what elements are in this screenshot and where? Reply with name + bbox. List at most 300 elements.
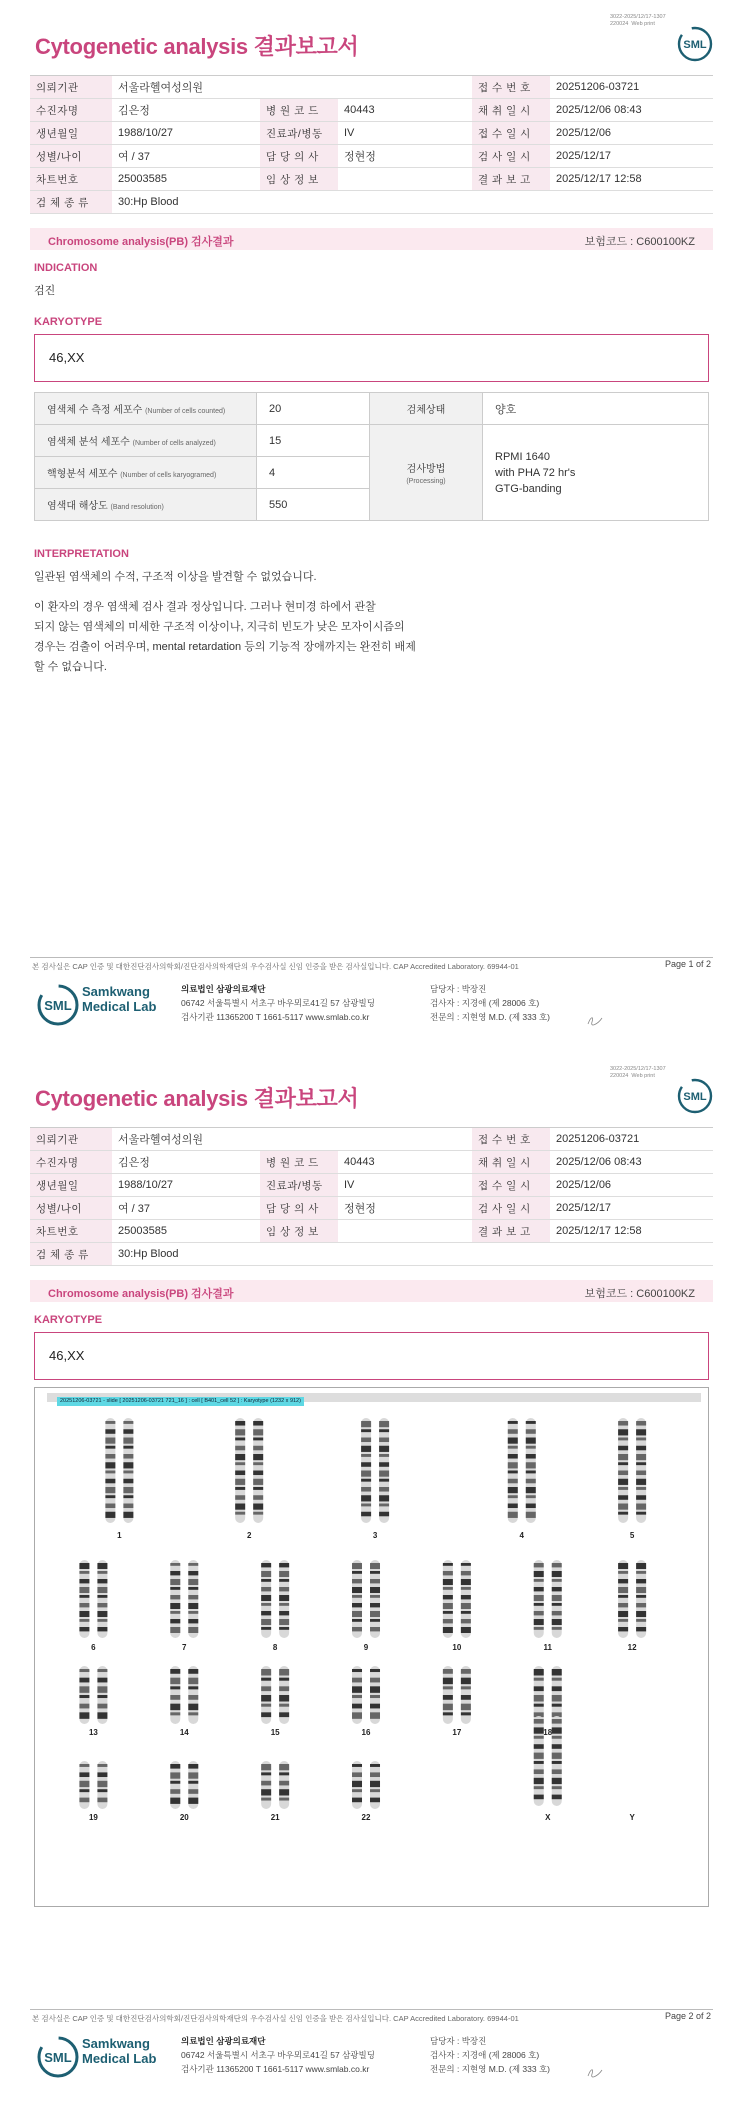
chromosome-band xyxy=(79,1571,89,1574)
chromosome-band xyxy=(188,1619,198,1623)
chromosome-label: 10 xyxy=(452,1643,462,1652)
staff-info: 담당자 : 박장진 검사자 : 지경애 (제 28006 호) 전문의 : 지현영 M.D. (제 333 호) xyxy=(430,2036,551,2074)
chromosome-label: 5 xyxy=(629,1531,635,1540)
chromosome-band xyxy=(170,1789,180,1794)
chromosome-band xyxy=(279,1695,289,1702)
chromosome-band xyxy=(170,1798,180,1804)
chromosome-band xyxy=(261,1781,271,1786)
chromosome-band xyxy=(552,1571,562,1577)
info-label: 채 취 일 시 xyxy=(472,1151,550,1174)
info-label xyxy=(260,1128,338,1151)
chromosome-band xyxy=(552,1669,562,1676)
info-value xyxy=(338,168,472,191)
chromosome-band xyxy=(261,1669,271,1676)
chromosome-band xyxy=(170,1603,180,1609)
karyotype-result: 46,XX xyxy=(49,350,85,365)
chromosome-label: 3 xyxy=(372,1531,378,1540)
chromosome-band xyxy=(370,1704,380,1709)
chromosome-band xyxy=(370,1579,380,1583)
chromosome-band xyxy=(170,1712,180,1715)
info-value: 2025/12/06 08:43 xyxy=(550,99,713,122)
chromosome-band xyxy=(235,1487,245,1490)
chromosome-band xyxy=(170,1595,180,1599)
chromosome-band xyxy=(170,1764,180,1769)
info-value: 20251206-03721 xyxy=(550,76,713,99)
chromosome-band xyxy=(636,1462,646,1465)
chromosome-band xyxy=(235,1438,245,1441)
info-value: 2025/12/06 xyxy=(550,122,713,145)
chromosome-band xyxy=(253,1462,263,1465)
chromosome-pair-1 xyxy=(105,1418,133,1540)
chromosome-band xyxy=(352,1764,362,1767)
info-label: 성별/나이 xyxy=(30,145,112,168)
chromosome-band xyxy=(253,1454,263,1460)
chromosome-band xyxy=(188,1611,198,1614)
chromosome-pair-19 xyxy=(79,1761,107,1822)
chromosome-band xyxy=(552,1603,562,1606)
chromosome-band xyxy=(105,1454,115,1459)
chromosome-band xyxy=(97,1669,107,1672)
chromosome-band xyxy=(97,1619,107,1622)
interpretation-line: 할 수 없습니다. xyxy=(34,661,107,673)
info-label: 담 당 의 사 xyxy=(260,145,338,168)
chromosome-pair-Y xyxy=(629,1813,635,1822)
cells-karyogramed-value: 4 xyxy=(257,457,370,489)
interpretation-summary: 일관된 염색체의 수적, 구조적 이상을 발견할 수 없었습니다. xyxy=(34,571,317,583)
chromosome-band xyxy=(552,1778,562,1784)
footer-divider xyxy=(30,957,713,958)
chromosome-band xyxy=(461,1587,471,1590)
chromosome-band xyxy=(235,1479,245,1485)
band-resolution-label: 염색대 해상도 (Band resolution) xyxy=(35,489,257,521)
chromosome-band xyxy=(279,1704,289,1707)
chromosome-band xyxy=(379,1487,389,1492)
info-label: 진료과/병동 xyxy=(260,1174,338,1197)
chromosome-band xyxy=(618,1563,628,1569)
chromosome-band xyxy=(552,1769,562,1774)
chromosome-band xyxy=(235,1495,245,1500)
chromosome-band xyxy=(526,1421,536,1424)
chromosome-label: 20 xyxy=(179,1813,189,1822)
sml-logo-icon xyxy=(677,26,713,62)
chromosome-band xyxy=(618,1446,628,1451)
chromosome-band xyxy=(552,1744,562,1749)
chromosome-band xyxy=(261,1611,271,1615)
chromosome-band xyxy=(379,1512,389,1517)
chromosome-band xyxy=(443,1619,453,1623)
interpretation-line: 이 환자의 경우 염색체 검사 결과 정상입니다. 그러나 현미경 하에서 관찰 xyxy=(34,601,376,613)
chromosome-band xyxy=(361,1462,371,1467)
chromosome-band xyxy=(636,1429,646,1435)
chromosome-band xyxy=(361,1446,371,1452)
chromosome-band xyxy=(352,1798,362,1803)
chromosome-band xyxy=(261,1627,271,1630)
footer-divider xyxy=(30,2009,713,2010)
patient-info-table xyxy=(30,1127,713,1266)
cells-analyzed-value: 15 xyxy=(257,425,370,457)
chromosome-band xyxy=(279,1595,289,1601)
karyotype-heading: KARYOTYPE xyxy=(34,1314,103,1326)
chromosome-band xyxy=(534,1579,544,1582)
chromosome-band xyxy=(534,1627,544,1630)
chromosome-band xyxy=(261,1798,271,1801)
chromosome-band xyxy=(170,1627,180,1633)
chromosome-band xyxy=(279,1587,289,1591)
chromosome-band xyxy=(279,1678,289,1681)
chromosome-band xyxy=(552,1727,562,1733)
chromosome-band xyxy=(97,1789,107,1792)
cell-count-table xyxy=(34,392,709,521)
chromosome-band xyxy=(279,1798,289,1801)
chromosome-band xyxy=(618,1438,628,1441)
cells-karyogramed-label: 핵형분석 세포수 (Number of cells karyogramed) xyxy=(35,457,257,489)
chromosome-band xyxy=(235,1504,245,1510)
chromosome-pair-14 xyxy=(170,1666,198,1737)
chromosome-band xyxy=(170,1704,180,1711)
chromosome-label: 21 xyxy=(270,1813,280,1822)
accreditation-note: 본 검사실은 CAP 인증 및 대한진단검사의학회/진단검사의학재단의 우수검사실 신임 인증을 받은 검사실입니다. CAP Accredited Laboratory. 69944-01 xyxy=(32,962,519,971)
chromosome-band xyxy=(370,1587,380,1593)
chromosome-label: 11 xyxy=(543,1643,552,1652)
chromosome-band xyxy=(508,1479,518,1484)
chromosome-band xyxy=(370,1764,380,1767)
chromosome-band xyxy=(79,1603,89,1607)
chromosome-band xyxy=(443,1678,453,1685)
chromosome-band xyxy=(443,1587,453,1590)
chromosome-band xyxy=(261,1772,271,1775)
chromosome-band xyxy=(79,1627,89,1631)
chromosome-band xyxy=(79,1789,89,1792)
chromosome-pair-9 xyxy=(352,1560,380,1652)
chromosome-band xyxy=(443,1603,453,1609)
chromosome-band xyxy=(636,1603,646,1607)
processing-value: RPMI 1640 with PHA 72 hr's GTG-banding xyxy=(483,425,709,521)
karyogram-chromosomes xyxy=(35,1388,710,1908)
chromosome-band xyxy=(253,1487,263,1490)
chromosome-band xyxy=(97,1595,107,1598)
info-value: 김은정 xyxy=(112,1151,260,1174)
chromosome-pair-12 xyxy=(618,1560,646,1652)
chromosome-band xyxy=(461,1619,471,1623)
chromosome-band xyxy=(370,1563,380,1569)
chromosome-band xyxy=(370,1712,380,1719)
chromosome-band xyxy=(534,1727,544,1733)
chromosome-band xyxy=(461,1712,471,1715)
info-label: 접 수 번 호 xyxy=(472,1128,550,1151)
chromosome-band xyxy=(552,1686,562,1691)
chromosome-band xyxy=(361,1471,371,1477)
chromosome-band xyxy=(105,1421,115,1424)
result-header-title: Chromosome analysis(PB) 검사결과 xyxy=(48,1288,234,1300)
print-meta-line: 220024 Web print xyxy=(610,21,655,27)
print-meta-line: 3022-2025/12/17-1307 xyxy=(610,1066,666,1072)
info-label: 접 수 일 시 xyxy=(472,122,550,145)
chromosome-band xyxy=(105,1495,115,1498)
chromosome-band xyxy=(443,1611,453,1614)
info-value xyxy=(338,191,472,214)
chromosome-band xyxy=(618,1619,628,1622)
chromosome-band xyxy=(461,1595,471,1599)
chromosome-band xyxy=(461,1669,471,1674)
chromosome-band xyxy=(461,1678,471,1685)
chromosome-band xyxy=(618,1571,628,1574)
chromosome-band xyxy=(79,1704,89,1709)
info-label: 병 원 코 드 xyxy=(260,1151,338,1174)
chromosome-band xyxy=(534,1571,544,1577)
chromosome-band xyxy=(552,1719,562,1724)
chromosome-band xyxy=(235,1471,245,1476)
info-value: 40443 xyxy=(338,99,472,122)
info-value xyxy=(550,191,713,214)
chromosome-band xyxy=(123,1479,133,1484)
chromosome-band xyxy=(534,1778,544,1784)
chromosome-band xyxy=(261,1686,271,1691)
chromosome-band xyxy=(352,1695,362,1698)
chromosome-band xyxy=(261,1764,271,1770)
chromosome-pair-17 xyxy=(443,1666,471,1737)
specimen-status-label: 검체상태 xyxy=(370,393,483,425)
info-label: 검 사 일 시 xyxy=(472,1197,550,1220)
chromosome-band xyxy=(361,1504,371,1507)
chromosome-band xyxy=(105,1512,115,1518)
chromosome-band xyxy=(443,1563,453,1566)
info-value xyxy=(338,1128,472,1151)
interpretation-heading: INTERPRETATION xyxy=(34,548,129,560)
chromosome-band xyxy=(443,1686,453,1689)
chromosome-band xyxy=(79,1781,89,1787)
chromosome-band xyxy=(97,1686,107,1693)
info-row xyxy=(30,1243,713,1266)
interpretation-line: 되지 않는 염색체의 미세한 구조적 이상이나, 지극히 빈도가 낮은 모자이시즘의 xyxy=(34,621,405,633)
result-header-bar xyxy=(30,228,713,250)
chromosome-band xyxy=(552,1753,562,1759)
page-number: Page 2 of 2 xyxy=(664,2011,711,2021)
staff-info: 담당자 : 박장진 검사자 : 지경애 (제 28006 호) 전문의 : 지현영 M.D. (제 333 호) xyxy=(430,984,551,1022)
result-header-bar xyxy=(30,1280,713,1302)
chromosome-band xyxy=(188,1669,198,1674)
chromosome-band xyxy=(261,1595,271,1601)
chromosome-band xyxy=(352,1627,362,1631)
chromosome-band xyxy=(526,1438,536,1444)
chromosome-band xyxy=(636,1438,646,1441)
chromosome-band xyxy=(123,1421,133,1424)
chromosome-band xyxy=(534,1704,544,1707)
chromosome-band xyxy=(188,1563,198,1566)
chromosome-band xyxy=(370,1627,380,1631)
info-value: IV xyxy=(338,1174,472,1197)
chromosome-band xyxy=(188,1587,198,1590)
chromosome-band xyxy=(618,1587,628,1593)
chromosome-band xyxy=(636,1595,646,1598)
chromosome-band xyxy=(636,1627,646,1631)
chromosome-band xyxy=(461,1686,471,1689)
chromosome-band xyxy=(235,1454,245,1460)
chromosome-band xyxy=(534,1563,544,1567)
chromosome-label: 13 xyxy=(88,1728,98,1737)
chromosome-band xyxy=(636,1446,646,1451)
chromosome-band xyxy=(618,1471,628,1476)
chromosome-band xyxy=(105,1462,115,1468)
chromosome-band xyxy=(261,1603,271,1606)
chromosome-band xyxy=(97,1611,107,1617)
chromosome-band xyxy=(97,1704,107,1709)
chromosome-band xyxy=(188,1712,198,1715)
info-row xyxy=(30,1220,713,1243)
chromosome-band xyxy=(105,1487,115,1493)
print-meta-line: 220024 Web print xyxy=(610,1073,655,1079)
cells-counted-value: 20 xyxy=(257,393,370,425)
chromosome-band xyxy=(352,1563,362,1569)
info-value: 40443 xyxy=(338,1151,472,1174)
karyotype-result-box xyxy=(34,1332,709,1380)
chromosome-band xyxy=(508,1487,518,1493)
chromosome-band xyxy=(105,1429,115,1434)
chromosome-band xyxy=(379,1471,389,1477)
chromosome-pair-7 xyxy=(170,1560,198,1652)
chromosome-label: 8 xyxy=(272,1643,278,1652)
chromosome-band xyxy=(526,1487,536,1493)
chromosome-band xyxy=(97,1571,107,1574)
chromosome-band xyxy=(461,1603,471,1609)
chromosome-band xyxy=(352,1619,362,1622)
chromosome-band xyxy=(361,1487,371,1492)
info-label: 검 체 종 류 xyxy=(30,1243,112,1266)
print-meta xyxy=(610,14,666,28)
chromosome-band xyxy=(526,1504,536,1509)
chromosome-band xyxy=(526,1454,536,1459)
chromosome-band xyxy=(352,1571,362,1574)
info-label: 의뢰기관 xyxy=(30,76,112,99)
info-label xyxy=(260,1243,338,1266)
chromosome-band xyxy=(97,1587,107,1593)
chromosome-label: 2 xyxy=(246,1531,252,1540)
info-label: 임 상 정 보 xyxy=(260,1220,338,1243)
chromosome-band xyxy=(352,1686,362,1693)
chromosome-band xyxy=(636,1571,646,1574)
chromosome-band xyxy=(379,1454,389,1457)
info-value: 30:Hp Blood xyxy=(112,1243,260,1266)
chromosome-band xyxy=(170,1619,180,1623)
info-value xyxy=(338,1220,472,1243)
chromosome-band xyxy=(97,1712,107,1719)
chromosome-band xyxy=(261,1579,271,1582)
chromosome-band xyxy=(552,1627,562,1630)
chromosome-band xyxy=(618,1579,628,1583)
chromosome-band xyxy=(508,1454,518,1459)
chromosome-band xyxy=(508,1471,518,1474)
chromosome-band xyxy=(352,1579,362,1583)
chromosome-label: 12 xyxy=(627,1643,637,1652)
info-row xyxy=(30,1151,713,1174)
chromosome-band xyxy=(79,1579,89,1583)
info-label: 검 사 일 시 xyxy=(472,145,550,168)
info-label xyxy=(260,76,338,99)
info-label: 성별/나이 xyxy=(30,1197,112,1220)
chromosome-band xyxy=(279,1789,289,1795)
chromosome-band xyxy=(508,1504,518,1509)
chromosome-band xyxy=(97,1798,107,1803)
chromosome-band xyxy=(279,1669,289,1676)
chromosome-band xyxy=(508,1462,518,1468)
chromosome-band xyxy=(443,1695,453,1700)
chromosome-band xyxy=(279,1764,289,1770)
chromosome-band xyxy=(508,1429,518,1434)
chromosome-label: 18 xyxy=(543,1728,553,1737)
interpretation-line: 경우는 검출이 어려우며, mental retardation 등의 기능적 장애까지는 완전히 배제 xyxy=(34,641,416,653)
chromosome-band xyxy=(352,1611,362,1617)
chromosome-band xyxy=(443,1571,453,1575)
chromosome-band xyxy=(526,1462,536,1468)
chromosome-band xyxy=(508,1495,518,1498)
chromosome-band xyxy=(235,1429,245,1435)
chromosome-band xyxy=(253,1421,263,1426)
chromosome-band xyxy=(636,1619,646,1622)
chromosome-band xyxy=(97,1781,107,1787)
info-label: 검 체 종 류 xyxy=(30,191,112,214)
chromosome-band xyxy=(379,1446,389,1452)
chromosome-band xyxy=(618,1627,628,1631)
chromosome-label: 16 xyxy=(361,1728,371,1737)
chromosome-band xyxy=(352,1678,362,1683)
info-value: 2025/12/17 12:58 xyxy=(550,168,713,191)
chromosome-band xyxy=(379,1479,389,1482)
chromosome-band xyxy=(261,1587,271,1591)
chromosome-band xyxy=(352,1712,362,1719)
chromosome-band xyxy=(361,1438,371,1443)
chromosome-band xyxy=(123,1438,133,1444)
chromosome-band xyxy=(636,1421,646,1426)
chromosome-band xyxy=(123,1429,133,1434)
chromosome-band xyxy=(370,1678,380,1683)
info-label: 차트번호 xyxy=(30,1220,112,1243)
chromosome-pair-5 xyxy=(618,1418,646,1540)
chromosome-band xyxy=(235,1421,245,1426)
chromosome-band xyxy=(253,1446,263,1451)
chromosome-band xyxy=(534,1744,544,1749)
chromosome-band xyxy=(279,1563,289,1567)
chromosome-band xyxy=(552,1678,562,1681)
chromosome-band xyxy=(534,1619,544,1625)
chromosome-band xyxy=(188,1571,198,1575)
chromosome-band xyxy=(279,1611,289,1615)
chromosome-band xyxy=(188,1686,198,1689)
chromosome-band xyxy=(534,1686,544,1691)
band-resolution-value: 550 xyxy=(257,489,370,521)
chromosome-band xyxy=(534,1736,544,1739)
chromosome-band xyxy=(170,1781,180,1784)
chromosome-pair-8 xyxy=(261,1560,289,1652)
chromosome-band xyxy=(618,1504,628,1510)
chromosome-band xyxy=(636,1579,646,1583)
chromosome-band xyxy=(461,1704,471,1711)
info-value: 2025/12/17 12:58 xyxy=(550,1220,713,1243)
cells-counted-label: 염색체 수 측정 세포수 (Number of cells counted) xyxy=(35,393,257,425)
info-label: 수진자명 xyxy=(30,99,112,122)
chromosome-band xyxy=(279,1579,289,1582)
report-page-2 xyxy=(0,1052,744,2104)
chromosome-band xyxy=(170,1695,180,1700)
chromosome-band xyxy=(379,1438,389,1443)
chromosome-band xyxy=(188,1789,198,1794)
chromosome-band xyxy=(261,1619,271,1625)
info-value: 서울라헬여성의원 xyxy=(112,1128,260,1151)
chromosome-band xyxy=(170,1772,180,1778)
info-value: 정현정 xyxy=(338,145,472,168)
chromosome-pair-22 xyxy=(352,1761,380,1822)
chromosome-band xyxy=(636,1587,646,1593)
chromosome-band xyxy=(253,1438,263,1441)
sml-logo-icon xyxy=(677,1078,713,1114)
